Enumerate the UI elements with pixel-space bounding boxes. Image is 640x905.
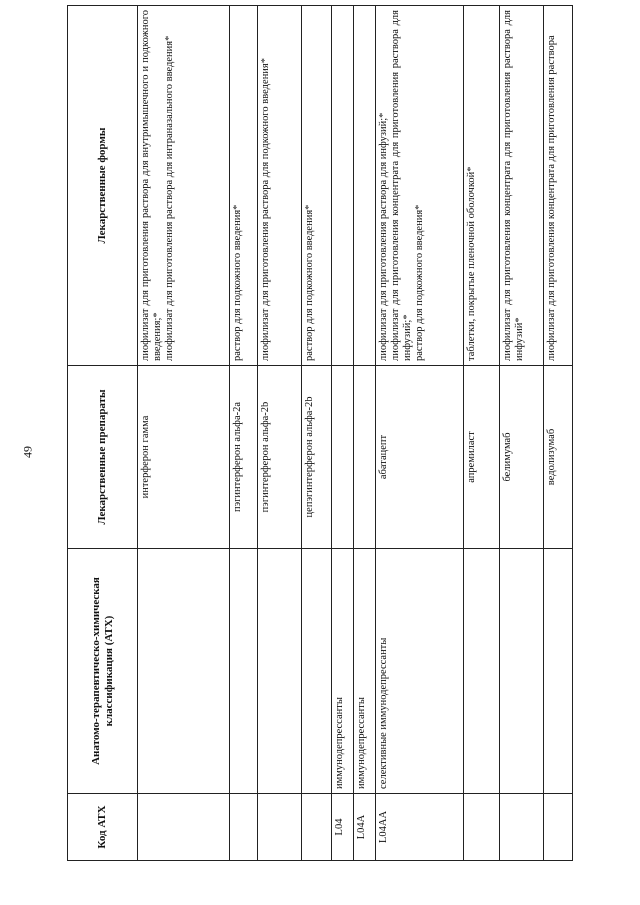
cell-forms: [500, 6, 544, 366]
cell-code: L04: [332, 794, 354, 861]
cell-code: L04AA: [376, 794, 464, 861]
header-drugs: Лекарственные препараты: [68, 366, 138, 549]
cell-forms: [230, 6, 258, 366]
cell-forms: [354, 6, 376, 366]
cell-drug: [354, 366, 376, 549]
cell-classification: иммунодепрессанты: [354, 549, 376, 794]
table-row: [464, 6, 500, 861]
table-body: [138, 6, 573, 861]
table-row: [302, 6, 332, 861]
form-line: лиофилизат для приготовления раствора для инфузий;*: [378, 112, 389, 361]
table-row: [258, 6, 302, 861]
cell-forms: [258, 6, 302, 366]
cell-classification: [258, 549, 302, 794]
header-classification: Анатомо-терапевтическо-химическая классификация (АТХ): [68, 549, 138, 794]
cell-forms: [544, 6, 573, 366]
cell-drug: абатацепт: [376, 366, 464, 549]
cell-drug: белимумаб: [500, 366, 544, 549]
cell-drug: пэгинтерферон альфа-2b: [258, 366, 302, 549]
cell-classification: [500, 549, 544, 794]
drug-table: [67, 5, 573, 861]
cell-drug: интерферон гамма: [138, 366, 230, 549]
cell-forms: [138, 6, 230, 366]
cell-classification: иммунодепрессанты: [332, 549, 354, 794]
cell-classification: [138, 549, 230, 794]
cell-code: [464, 794, 500, 861]
form-line: раствор для подкожного введения*: [414, 204, 425, 361]
cell-drug: цепэгинтерферон альфа-2b: [302, 366, 332, 549]
form-line: лиофилизат для приготовления раствора для интраназального введения*: [164, 35, 175, 361]
cell-code: L04A: [354, 794, 376, 861]
table-row: [544, 6, 573, 861]
form-line: лиофилизат для приготовления раствора для подкожного введения*: [260, 57, 271, 361]
cell-forms: [332, 6, 354, 366]
cell-classification: селективные иммунодепрессанты: [376, 549, 464, 794]
cell-code: [544, 794, 573, 861]
cell-code: [500, 794, 544, 861]
cell-code: [258, 794, 302, 861]
cell-code: [138, 794, 230, 861]
table-row: [500, 6, 544, 861]
header-code: Код АТХ: [68, 794, 138, 861]
cell-drug: [332, 366, 354, 549]
cell-classification: [544, 549, 573, 794]
cell-drug: пэгинтерферон альфа-2a: [230, 366, 258, 549]
form-line: лиофилизат для приготовления концентрата для приготовления раствора: [546, 35, 557, 361]
form-line: раствор для подкожного введения*: [304, 204, 315, 361]
cell-classification: [230, 549, 258, 794]
cell-drug: апремиласт: [464, 366, 500, 549]
cell-forms: [302, 6, 332, 366]
page-number: 49: [20, 446, 35, 458]
table-row: [230, 6, 258, 861]
table-row: [376, 6, 464, 861]
form-line: лиофилизат для приготовления раствора для внутримышечного и подкожного введения;*: [140, 10, 163, 361]
table-row: [138, 6, 230, 861]
table-row: [332, 6, 354, 861]
cell-forms: [376, 6, 464, 366]
cell-code: [230, 794, 258, 861]
form-line: лиофилизат для приготовления концентрата для приготовления раствора для инфузий*: [502, 10, 525, 361]
header-row: [68, 6, 138, 861]
cell-classification: [302, 549, 332, 794]
cell-code: [302, 794, 332, 861]
cell-forms: [464, 6, 500, 366]
table-row: [354, 6, 376, 861]
cell-drug: ведолизумаб: [544, 366, 573, 549]
header-forms: Лекарственные формы: [68, 6, 138, 366]
cell-classification: [464, 549, 500, 794]
form-line: лиофилизат для приготовления концентрата для приготовления раствора для инфузий;*: [390, 10, 413, 361]
rotated-table-wrapper: [67, 10, 572, 861]
form-line: таблетки, покрытые пленочной оболочкой*: [466, 166, 477, 361]
form-line: раствор для подкожного введения*: [232, 204, 243, 361]
